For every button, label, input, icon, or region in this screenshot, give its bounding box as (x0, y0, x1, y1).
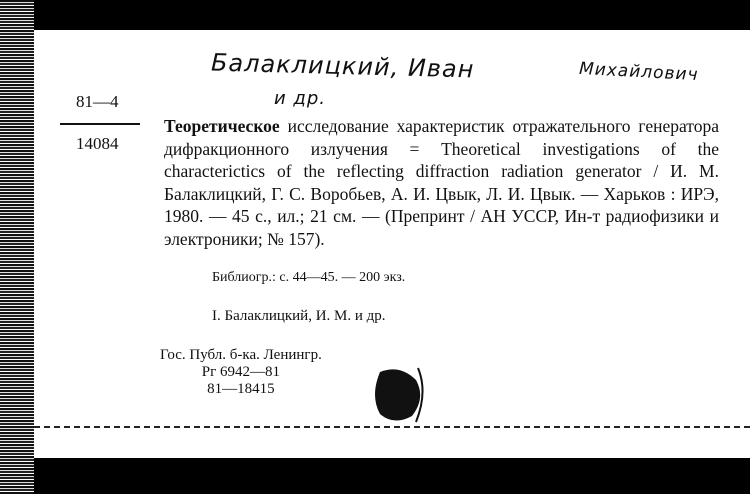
library-accession-number: 81—18415 (207, 381, 275, 397)
call-number-top: 81—4 (76, 92, 119, 111)
catalog-card (34, 30, 750, 458)
handwritten-author-name: Балаклицкий, Иван (210, 48, 475, 84)
entry-description (164, 115, 719, 250)
ink-stamp-icon (370, 362, 430, 428)
handwritten-patronymic: Михайлович (578, 58, 700, 86)
scan-edge (0, 0, 34, 494)
call-number-bottom: 14084 (76, 134, 119, 153)
entry-title-first-word: Теоретическое (164, 116, 280, 136)
library-name: Гос. Публ. б-ка. Ленингр. (160, 347, 322, 363)
library-register-number: Рг 6942—81 (201, 364, 281, 380)
entry-body: исследование характеристик отражательного генератора дифракционного излучения = Theoretical investigations of the characterictics of the reflecting diffraction radiation generator / И. М. Балаклицкий, Г. С. Воробьев, А. И. Цвык, Л. И. Цвык. — Харьков : ИРЭ, 1980. — 45 с., ил.; 21 см. — (Препринт / АН УССР, Ин-т радиофизики и электроники; № 157). (164, 116, 719, 249)
library-info (160, 347, 322, 398)
card-bottom-dashed-line (34, 426, 750, 428)
scan-border-top (34, 0, 750, 30)
call-number-divider (60, 123, 140, 125)
scan-border-bottom (34, 458, 750, 494)
bibliography-note: Библиогр.: с. 44—45. — 200 экз. (212, 270, 406, 285)
tracing-line: I. Балаклицкий, И. М. и др. (212, 308, 386, 324)
handwritten-and-others: и др. (274, 88, 327, 109)
